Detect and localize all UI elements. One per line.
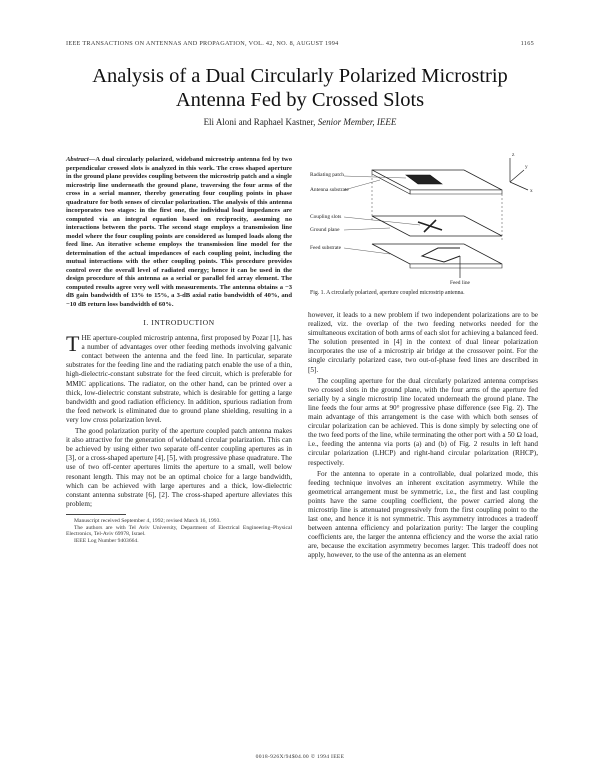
- abstract-text: A dual circularly polarized, wideband microstrip antenna fed by two perpendicular crossed slots is analyzed in this work. The cross shaped aperture in the ground plane provides coupling between the microstrip patch and a single microstrip line underneath the ground plane, traversing the four arms of the cross in a serial manner, thereby generating four coupling points in phase quadrature for both senses of circular polarization. The analysis of this antenna incorporates two stages: in the first one, the individual load impedances are computed via an integral equation based on reciprocity, assuming no interactions between the ports. The second stage employs a transmission line model where the four coupling points are considered as lumped loads along the feed line. An iterative scheme employs the transmission line model for the determination of the actual impedances of each coupling point, including the mutual interactions with the other coupling points. This procedure provides control over the overall level of radiated energy; hence it can be used in the design procedure of this antenna as a serial or parallel fed array element. The computed results agree very well with measurements. The antenna obtains a −3 dB gain bandwidth of 13% to 15%, a 3-dB axial ratio bandwidth of 40%, and −10 dB return loss bandwidth of 60%.: [66, 156, 292, 308]
- right-column: [308, 311, 538, 563]
- footnote-received: Manuscript received September 4, 1992; revised March 16, 1993.: [74, 517, 221, 524]
- abstract-label: Abstract—: [66, 156, 96, 163]
- intro-paragraph-2: The good polarization purity of the aperture coupled patch antenna makes it also attractive for the generation of wideband circular polarization. This can be achieved by using either two separate off-center coupling apertures as in [3], or a cross-shaped aperture [4], [5], with progressive phase quadrature. The use of two off-center apertures limits the aperture to a small, well below resonant length. This may not be an optimal choice for a large bandwidth, which can be achieved with large apertures and a thick, low-dielectric constant antenna substrate [6], [2]. The cross-shaped aperture alleviates this problem;: [66, 427, 292, 508]
- section-heading-introduction: I. INTRODUCTION: [143, 318, 215, 327]
- x-axis-line: [510, 182, 528, 190]
- author-line: [40, 117, 560, 127]
- label-antenna-substrate: Antenna substrate: [310, 187, 349, 193]
- feed-substrate-edge: [410, 264, 502, 268]
- abstract: [66, 156, 292, 309]
- title-line-2: Antenna Fed by Crossed Slots: [175, 89, 425, 111]
- footnote-affiliation: The authors are with Tel Aviv University, Department of Electrical Engineering–Physical Electronics, Tel-Aviv 69978, Israel.: [66, 524, 292, 538]
- label-coupling-slots: Coupling slots: [310, 214, 342, 220]
- running-head: [66, 40, 534, 52]
- left-column: [66, 156, 292, 545]
- page-number: 1165: [520, 40, 534, 47]
- label-axis-y: y: [525, 164, 528, 170]
- label-radiating-patch: Radiating patch: [310, 172, 344, 178]
- title-line-1: Analysis of a Dual Circularly Polarized Microstrip: [92, 65, 508, 87]
- figure-1-antenna-diagram: [310, 150, 538, 290]
- label-axis-x: x: [530, 188, 533, 194]
- intro-paragraph-1: [66, 331, 292, 425]
- y-axis-line: [510, 170, 524, 182]
- footnote-rule: [66, 514, 126, 515]
- author-honorific: Senior Member, IEEE: [317, 117, 397, 127]
- antenna-layer-diagram: [310, 150, 538, 290]
- feed-substrate-layer: [372, 244, 502, 264]
- right-paragraph-1: however, it leads to a new problem if two independent polarizations are to be realized, viz. the overlap of the two feeding networks needed for the simultaneous excitation of both arms of each slot for achieving a balanced feed. The solution presented in [4] in the context of dual linear polarization incorporates the use of a microstrip air bridge at the crossover point. For the single circularly polarized case, two out-of-phase feed lines are described in [5].: [308, 311, 538, 374]
- figure-1-caption: Fig. 1. A circularly polarized, aperture coupled microstrip antenna.: [310, 290, 465, 296]
- ground-plane-layer: [372, 216, 502, 236]
- label-feed-substrate: Feed substrate: [310, 245, 341, 251]
- label-ground-plane: Ground plane: [310, 227, 340, 233]
- label-axis-z: z: [512, 152, 515, 158]
- leader-ground-plane: [344, 228, 390, 230]
- dropcap-letter: T: [66, 331, 80, 357]
- intro-paragraph-1-text: HE aperture-coupled microstrip antenna, first proposed by Pozar [1], has a number of advantages over other feeding methods involving galvanic contact between the antenna and the feed line. In particular, separate substrates for the feeding line and the radiating patch enable the use of a thin, high-dielectric-constant substrate for the feed circuit, which is preferable for MMIC applications. The radiator, on the other hand, can be printed over a thick, low-dielectric constant substrate, which is desirable for getting a large bandwidth and good radiation efficiency. In addition, spurious radiation from the feed network is eliminated due to ground plane shielding, resulting in a very low cross polarization level.: [66, 334, 292, 424]
- paper-title: [40, 64, 560, 112]
- copyright-footer: 0018-926X/94$04.00 © 1994 IEEE: [255, 754, 345, 760]
- footnote-log-number: IEEE Log Number 9403664.: [74, 538, 139, 545]
- author-names: Eli Aloni and Raphael Kastner,: [203, 117, 316, 127]
- antenna-substrate-edge: [410, 190, 502, 194]
- journal-header: IEEE TRANSACTIONS ON ANTENNAS AND PROPAGATION, VOL. 42, NO. 8, AUGUST 1994: [66, 40, 339, 47]
- right-paragraph-3: For the antenna to operate in a controllable, dual polarized mode, this feeding technique involves an inherent excitation asymmetry. While the geometrical arrangement must be symmetric, i.e., the first and last coupling points have the same coupling coefficient, the power carried along the microstrip line is attenuated progressively from the first coupling point to the last one, and hence it is not symmetric. This asymmetry introduces a tradeoff between antenna efficiency and polarization purity: The larger the coupling coefficients are, the larger the antenna efficiency and the worse the axial ratio are, because the excitation asymmetry becomes larger. This tradeoff does not apply, however, to the use of the antenna as an element: [308, 469, 538, 560]
- label-feed-line: Feed line: [450, 280, 470, 286]
- right-paragraph-2: The coupling aperture for the dual circularly polarized antenna comprises two crossed slots in the ground plane, with the four arms of the aperture fed serially by a single microstrip line located underneath the ground plane. The line feeds the four arms at 90° progressive phase difference (see Fig. 2). The main advantage of this arrangement is the case with which both senses of circular polarization can be achieved. This is done simply by selecting one of the two feed ports of the line, while terminating the other port with a 50 Ω load, i.e., feeding the antenna via ports (a) and (b) of Fig. 2 results in left hand circular polarization (LHCP) and right-hand circular polarization (RHCP), respectively.: [308, 376, 538, 467]
